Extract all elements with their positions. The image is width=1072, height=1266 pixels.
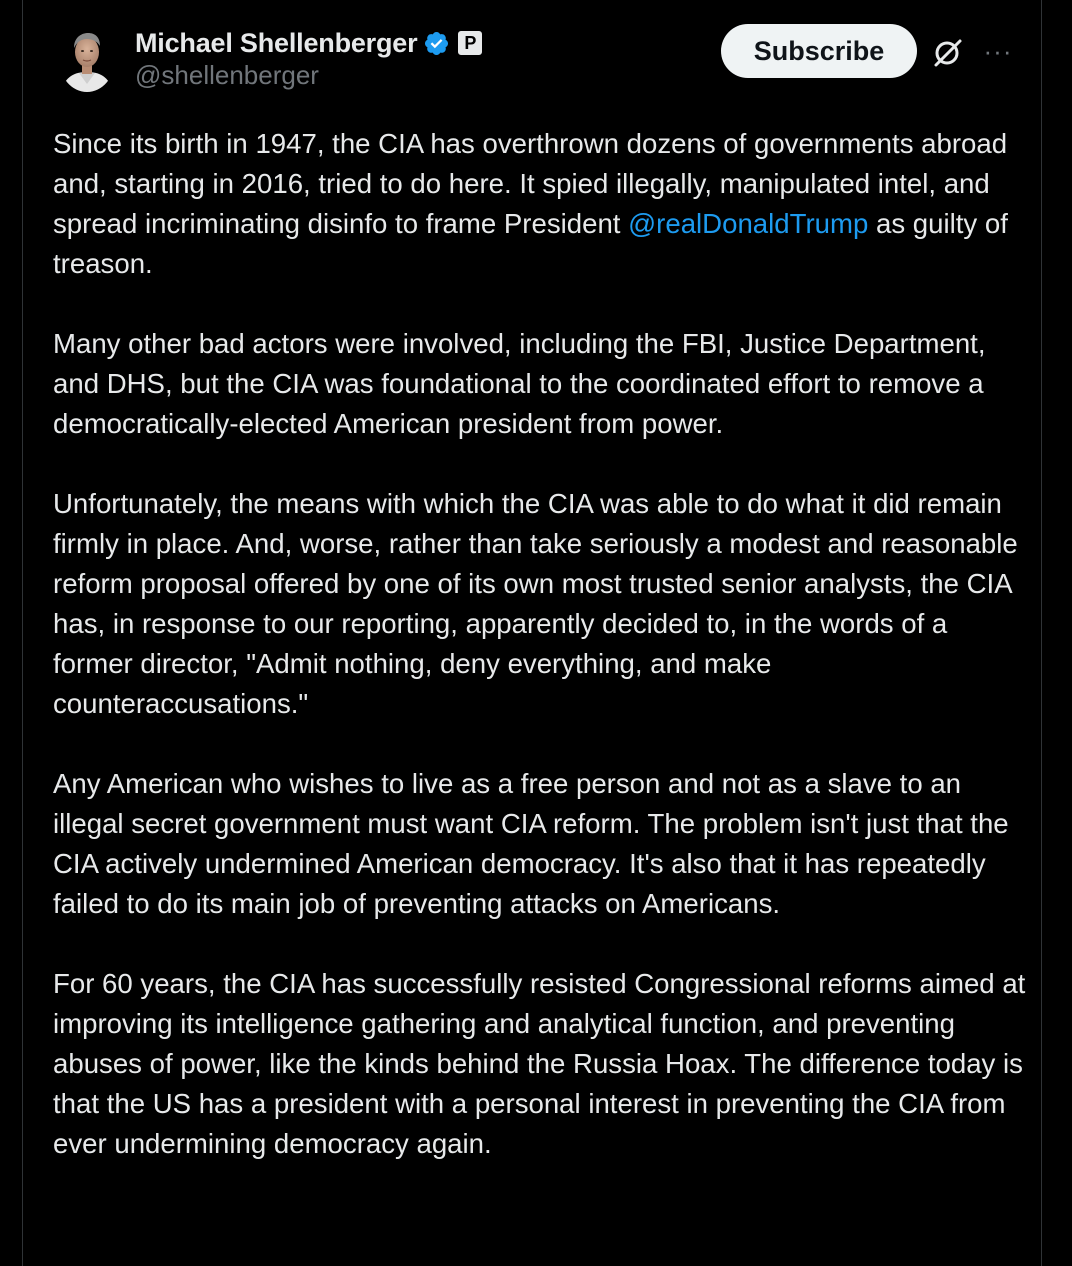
display-name[interactable]: Michael Shellenberger — [135, 27, 418, 58]
name-row — [135, 24, 482, 62]
subscribe-button[interactable]: Subscribe — [721, 24, 917, 78]
verified-badge-icon[interactable] — [423, 30, 450, 57]
handle[interactable]: @shellenberger — [135, 60, 319, 90]
avatar[interactable] — [59, 26, 115, 92]
grok-icon[interactable] — [929, 34, 965, 70]
avatar-photo — [59, 26, 115, 92]
tweet-paragraph-1 — [53, 124, 1033, 284]
tweet-container — [22, 0, 1042, 1266]
tweet-text — [53, 124, 1033, 1204]
tweet-paragraph-2: Many other bad actors were involved, including the FBI, Justice Department, and DHS, but the CIA was foundational to the coordinated effort to remove a democratically-elected American president from power. — [53, 328, 986, 439]
paragraph-1-text: Since its birth in 1947, the CIA has overthrown dozens of governments abroad and, starting in 2016, tried to do here. It spied illegally, manipulated intel, and spread incriminating disinfo to frame President — [53, 128, 1008, 239]
paragraph-1-tail: as guilty of treason. — [53, 208, 1008, 279]
tweet-paragraph-5: For 60 years, the CIA has successfully resisted Congressional reforms aimed at improving its intelligence gathering and analytical function, and preventing abuses of power, like the kinds behind the Russia Hoax. The difference today is that the US has a president with a personal interest in preventing the CIA from ever undermining democracy again. — [53, 968, 1026, 1159]
tweet-paragraph-4: Any American who wishes to live as a free person and not as a slave to an illegal secret government must want CIA reform. The problem isn't just that the CIA actively undermined American democracy. It's also that it has repeatedly failed to do its main job of preventing attacks on Americans. — [53, 768, 1009, 919]
tweet-header — [23, 0, 1041, 110]
tweet-paragraph-3: Unfortunately, the means with which the CIA was able to do what it did remain firmly in place. And, worse, rather than take seriously a modest and reasonable reform proposal offered by one of its own most trusted senior analysts, the CIA has, in response to our reporting, apparently decided to, in the words of a former director, "Admit nothing, deny everything, and make counteraccusations." — [53, 488, 1018, 719]
more-icon[interactable]: ··· — [983, 36, 1013, 66]
affiliate-badge-icon[interactable]: P — [458, 31, 482, 55]
mention-link[interactable]: @realDonaldTrump — [628, 208, 869, 239]
